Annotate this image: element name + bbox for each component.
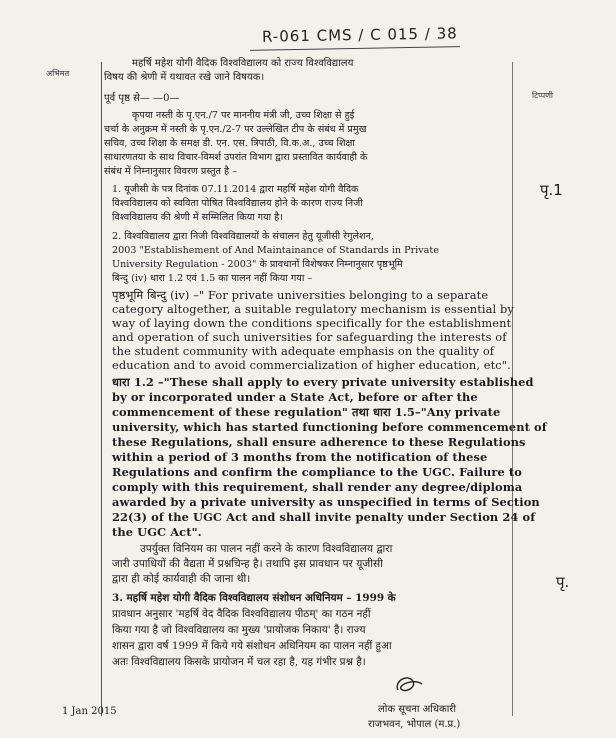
point-2-line: 2003 "Establishement of And Maintainance of Standards in Private [112,245,439,256]
english-quote-line: these Regulations, shall ensure adherence to these Regulations [112,435,526,449]
intro-line: चर्चा के अनुक्रम में नस्ती के पृ.एन./2-7 पर उल्लेखित टीप के संबंध में प्रमुख [104,124,367,135]
english-quote-line: comply with this requirement, shall render any degree/diploma [112,480,523,494]
english-quote-line: Regulations and confirm the compliance to the UGC. Failure to [112,465,522,479]
english-quote-line: by or incorporated under a State Act, before or after the [112,390,478,404]
point-3-line: प्रावधान अनुसार 'महर्षि वेद वैदिक विश्वविद्यालय पीठम्' का गठन नहीं [112,608,371,620]
reference-line: पूर्व पृष्ठ से— —0— [104,93,180,104]
point-2-line: University Regulation - 2003" के प्रावधानों विशेषकर निम्नानुसार पृष्ठभूमि [112,259,403,270]
intro-line: सचिव, उच्च शिक्षा के समक्ष डी. एन. एस. त्रिपाठी, वि.क.अ., उच्च शिक्षा [104,138,355,149]
point-2-line: बिन्दु (iv) धारा 1.2 एवं 1.5 का पालन नहीं किया गया – [112,273,313,284]
margin-mark-1: पृ.1 [540,181,563,199]
english-quote-line: and operation of such universities for safeguarding the interests of [112,330,507,344]
officer-office: राजभवन, भोपाल (म.प्र.) [368,719,461,730]
point-1-line: 1. यूजीसी के पत्र दिनांक 07.11.2014 द्वारा महर्षि महेश योगी वैदिक [112,184,359,195]
footer-date: 1 Jan 2015 [62,706,117,717]
english-quote-line: 22(3) of the UGC Act and shall invite penalty under Section 24 of [112,510,536,524]
intro-line: संबंध में निम्नानुसार विवरण प्रस्तुत है – [104,166,237,177]
point-3-line: किया गया है जो विश्वविद्यालय का मुख्य 'प्रायोजक निकाय' है। राज्य [112,624,366,636]
english-quote-line: education and to avoid commercialization of higher education, etc". [112,358,511,372]
intro-line: साधारणतया के साथ विचार-विमर्श उपरांत विभाग द्वारा प्रस्तावित कार्यवाही के [104,152,368,163]
officer-title: लोक सूचना अधिकारी [378,704,456,715]
conclusion-line: उपर्युक्त विनियम का पालन नहीं करने के कारण विश्वविद्यालय द्वारा [140,543,393,555]
english-quote-line: commencement of these regulation" तथा धारा 1.5–"Any private [112,405,501,419]
header-line-1: महर्षि महेश योगी वैदिक विश्वविद्यालय को राज्य विश्वविद्यालय [132,58,354,69]
signature-mark [392,672,426,698]
point-3-line: 3. महर्षि महेश योगी वैदिक विश्वविद्यालय संशोधन अधिनियम – 1999 के [112,592,396,604]
intro-line: कृपया नस्ती के पृ.एन./7 पर माननीय मंत्री जी, उच्च शिक्षा से हुई [132,110,355,121]
english-quote-line: awarded by a private university as unspecified in terms of Section [112,495,540,509]
english-quote-line: category altogether, a suitable regulatory mechanism is essential by [112,302,514,316]
point-2-line: 2. विश्वविद्यालय द्वारा निजी विश्वविद्यालयों के संचालन हेतु यूजीसी रेगुलेशन, [112,231,374,242]
right-margin-rule [512,62,513,716]
handwritten-underline [250,46,460,51]
english-quote-line: university, which has started functioning before commencement of [112,420,547,434]
english-quote-line: पृष्ठभूमि बिन्दु (iv) –" For private universities belonging to a separate [112,288,489,302]
point-1-line: विश्वविद्यालय को स्वविता पोषित विश्वविद्यालय होने के कारण राज्य निजी [112,198,363,209]
point-3-line: अतः विश्वविद्यालय किसके प्रायोजन में चल रहा है, यह गंभीर प्रश्न है। [112,656,366,668]
header-line-2: विषय की श्रेणी में यथावत रखे जाने विषयक। [104,72,265,83]
english-quote-line: धारा 1.2 –"These shall apply to every private university established [112,375,534,389]
margin-mark-2: पृ. [556,573,570,591]
right-margin-label: टिप्पणी [532,91,553,100]
left-margin-rule [101,62,102,716]
point-1-line: विश्वविद्यालय की श्रेणी में सम्मिलित किया गया है। [112,212,283,223]
english-quote-line: the UGC Act". [112,525,202,539]
handwritten-reference: R-061 CMS / C 015 / 38 [261,24,458,46]
english-quote-line: way of laying down the conditions specifically for the establishment [112,316,512,330]
conclusion-line: जारी उपाधियों की वैद्यता में प्रश्नचिन्ह है। तथापि इस प्रावधान पर यूजीसी [112,558,383,570]
english-quote-line: within a period of 3 months from the notification of these [112,450,488,464]
conclusion-line: द्वारा ही कोई कार्यवाही की जाना थी। [112,573,251,585]
english-quote-line: the student community with adequate emphasis on the quality of [112,344,495,358]
left-margin-label: अभिमत [46,69,70,78]
point-3-line: शासन द्वारा वर्ष 1999 में किये गये संशोधन अधिनियम का पालन नहीं हुआ [112,640,392,652]
